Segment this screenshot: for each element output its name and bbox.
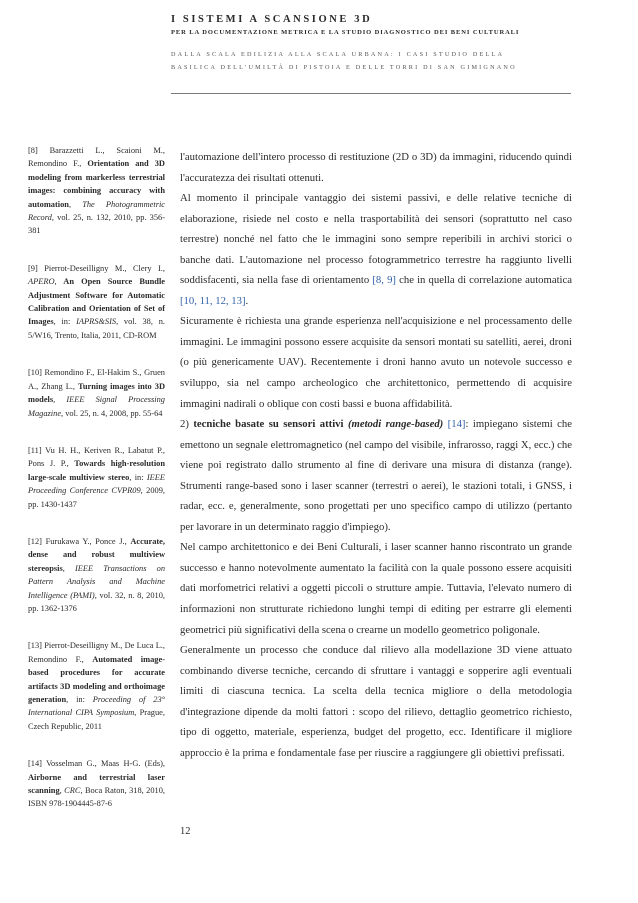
header-title: I SISTEMI A SCANSIONE 3D [171, 14, 373, 25]
reference-item: [9] Pierrot-Deseilligny M., Clery I., APERO, An Open Source Bundle Adjustment Software for Automatic Calibration and Orientation of Set of Images, in: IAPRS&SIS, vol. 38, n. 5/W16, Trento, Italia, 2011, CD-ROM [28, 263, 166, 340]
reference-item: [14] Vosselman G., Maas H-G. (Eds), Airborne and terrestrial laser scanning, CRC, Boca Raton, 318, 2010, ISBN 978-1904445-87-6 [28, 759, 166, 809]
citation-link[interactable]: [14] [443, 418, 466, 431]
header-rule [171, 93, 571, 94]
body-paragraph: l'automazione dell'intero processo di restituzione (2D o 3D) da immagini, riducendo quindi l'accuratezza dei risultati ottenuti. [180, 151, 572, 184]
reference-item: [12] Furukawa Y., Ponce J., Accurate, dense and robust multiview stereopsis, IEEE Transactions on Pattern Analysis and Machine Intelligence (PAMI), vol. 32, n. 8, 2010, pp. 1362-1376 [28, 536, 166, 613]
citation-link[interactable]: [8, 9] [372, 274, 396, 287]
header-case-line1: DALLA SCALA EDILIZIA ALLA SCALA URBANA: I CASI STUDIO DELLA [171, 51, 505, 58]
references-column [28, 144, 165, 835]
main-text-column [180, 147, 572, 763]
body-paragraph: Sicuramente è richiesta una grande esperienza nell'acquisizione e nel processamento delle immagini. Le immagini possono essere acquisite da sensori montati su satelliti, aerei, droni (o più genericamente UAV). Recentemente i droni hanno avuto un notevole successo e sviluppo, sia nel campo archeologico che architettonico, permettendo di acquisire immagini nadirali o oblique con costi bassi e buona affidabilità. [180, 315, 572, 410]
body-paragraph: Nel campo architettonico e dei Beni Culturali, i laser scanner hanno riscontrato un grande successo e hanno notevolmente aumentato la facilità con la quale possono essere acquisiti dati morfometrici relativi a oggetti piccoli o strutture ampie. Tuttavia, l'elevato numero di informazioni non strutturate richiedono lunghi tempi di editing per estrarre gli elementi geometrici più significativi della scena o crearne un modello geometrico poligonale. [180, 541, 572, 636]
page-number: 12 [180, 826, 191, 837]
body-paragraph: 2) tecniche basate su sensori attivi (metodi range-based) [14]: impiegano sistemi che emettono un segnale elettromagnetico (nel campo del visibile, infrarosso, raggi X, ecc.) che viene poi registrato dallo strumento al fine di derivare una misura di distanza (range). Strumenti range-based sono i laser scanner (terrestri o aerei), le stazioni totali, i GNSS, i radar, ecc. e, generalmente, sono progettati per uno specifico campo di utilizzo (pertanto per lavorare in un determinato raggio d'impiego). [180, 418, 573, 533]
reference-item: [11] Vu H. H., Keriven R., Labatut P., Pons J. P., Towards high-resolution large-scale multiview stereo, in: IEEE Proceeding Conference CVPR09, 2009, pp. 1430-1437 [28, 445, 165, 509]
body-paragraph: Al momento il principale vantaggio dei sistemi passivi, e delle relative tecniche di elaborazione, risiede nel costo e nella trasportabilità dei sensori (soprattutto nel caso terrestre) nonché nel fatto che le immagini sono sempre reperibili in archivi storici o banche dati. L'automazione nel processo fotogrammetrico terrestre ha raggiunto livelli soddisfacenti, sia nella fase di orientamento [8, 9] che in quella di correlazione automatica [10, 11, 12, 13]. [180, 192, 573, 307]
citation-link[interactable]: [10, 11, 12, 13] [180, 294, 246, 307]
reference-item: [13] Pierrot-Deseilligny M., De Luca L., Remondino F., Automated image-based procedures for accurate artifacts 3D modeling and orthoimage generation, in: Proceeding of 23° International CIPA Symposium, Prague, Czech Republic, 2011 [28, 641, 165, 731]
header-subtitle: PER LA DOCUMENTAZIONE METRICA E LA STUDIO DIAGNOSTICO DEI BENI CULTURALI [171, 29, 520, 36]
reference-item: [8] Barazzetti L., Scaioni M., Remondino F., Orientation and 3D modeling from markerless terrestrial images: combining accuracy with automation, The Photogrammetric Record, vol. 25, n. 132, 2010, pp. 356-381 [28, 146, 165, 236]
running-header [171, 14, 571, 74]
header-case-line2: BASILICA DELL'UMILTÀ DI PISTOIA E DELLE TORRI DI SAN GIMIGNANO [171, 64, 517, 71]
reference-item: [10] Remondino F., El-Hakim S., Gruen A., Zhang L., Turning images into 3D models, IEEE Signal Processing Magazine, vol. 25, n. 4, 2008, pp. 55-64 [28, 368, 165, 418]
body-paragraph: Generalmente un processo che conduce dal rilievo alla modellazione 3D viene attuato combinando diverse tecniche, cercando di sfruttare i vantaggi e sopperire agli eventuali limiti di ciascuna tecnica. La scelta della tecnica migliore o della metodologia d'integrazione dipende da molti fattori : scopo del rilievo, dettaglio geometrico richiesto, tipo di oggetto, materiale, esperienza, budget del progetto, ecc. Identificare il migliore approccio è la prima e fondamentale fase per riuscire a raggiungere gli obiettivi prefissati. [180, 644, 572, 759]
